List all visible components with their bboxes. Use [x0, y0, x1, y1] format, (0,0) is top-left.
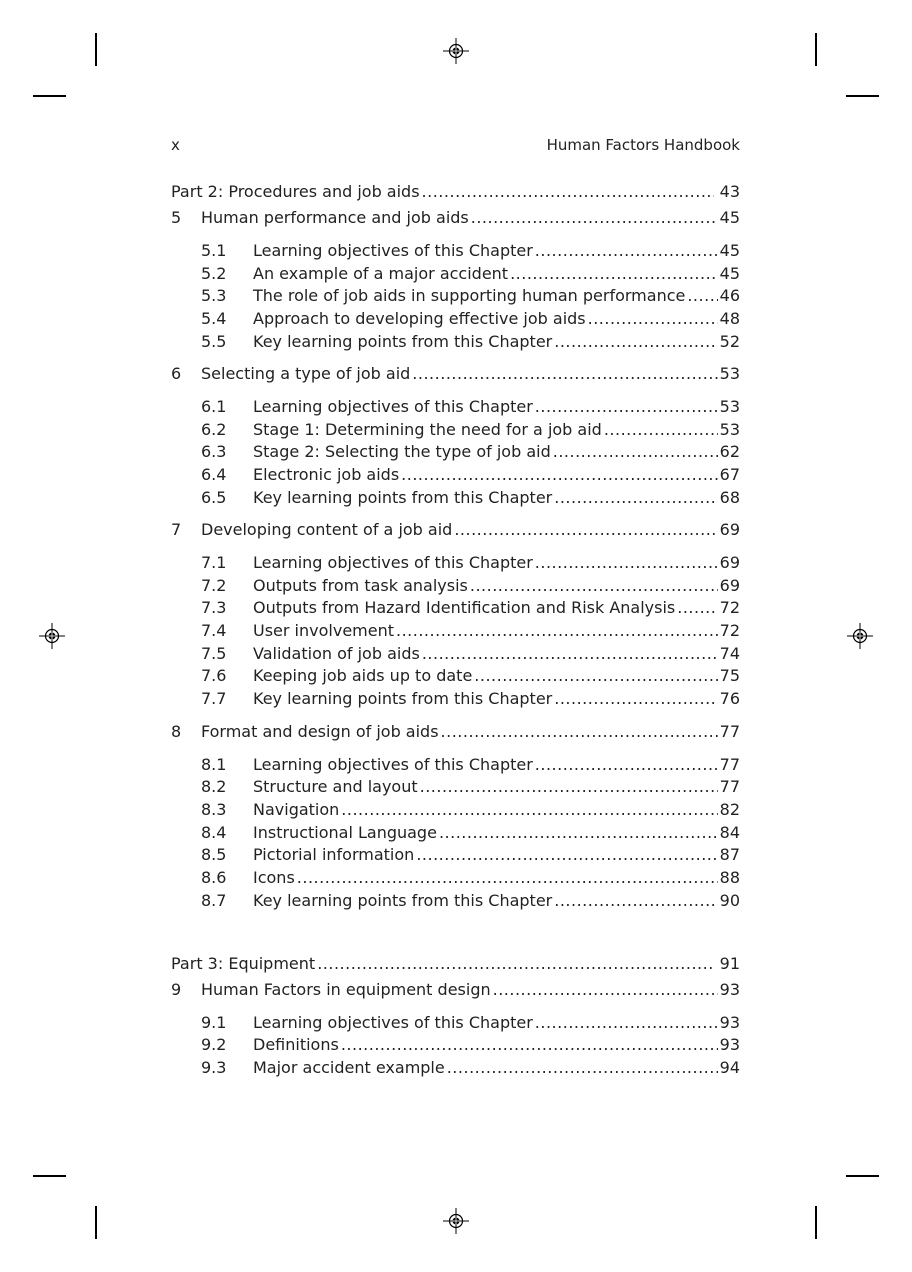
toc-entry-number: 6.1 [201, 397, 227, 416]
dot-leader [341, 1033, 718, 1056]
toc-entry-number: 6.4 [201, 465, 227, 484]
toc-entry-title: Human Factors in equipment design [201, 980, 491, 999]
toc-entry-title: Part 3: Equipment [171, 954, 316, 973]
toc-entry-title: Learning objectives of this Chapter [253, 397, 533, 416]
toc-entry-page-number: 67 [719, 465, 740, 484]
toc-entry-number: 8.1 [201, 755, 227, 774]
toc-section-entry[interactable] [171, 866, 740, 889]
toc-entry-title: Developing content of a job aid [201, 520, 453, 539]
toc-entry-number: 7.1 [201, 553, 227, 572]
toc-entry-title: Format and design of job aids [201, 722, 439, 741]
toc-entry-title: Stage 1: Determining the need for a job aid [253, 420, 602, 439]
dot-leader [535, 551, 718, 574]
dot-leader [535, 239, 718, 262]
toc-entry-number: 9.1 [201, 1013, 227, 1032]
dot-leader [535, 753, 718, 776]
toc-entry-page-number: 68 [719, 488, 740, 507]
toc-entry-page-number: 94 [719, 1058, 740, 1077]
toc-entry-title: Pictorial information [253, 845, 415, 864]
toc-entry-page-number: 93 [719, 980, 740, 999]
dot-leader [510, 262, 718, 285]
toc-entry-page-number: 69 [719, 553, 740, 572]
toc-entry-title: Instructional Language [253, 823, 437, 842]
toc-entry-number: 7.7 [201, 689, 227, 708]
toc-entry-page-number: 48 [719, 309, 740, 328]
toc-entry-number: 9.3 [201, 1058, 227, 1077]
toc-entry-title: Part 2: Procedures and job aids [171, 182, 420, 201]
toc-entry-title: Stage 2: Selecting the type of job aid [253, 442, 551, 461]
toc-part-entry[interactable] [171, 180, 740, 203]
dot-leader [441, 720, 718, 743]
toc-section-entry[interactable] [171, 821, 740, 844]
dot-leader [471, 206, 718, 229]
toc-section-entry[interactable] [171, 1056, 740, 1079]
toc-entry-number: 5.3 [201, 286, 227, 305]
toc-section-entry[interactable] [171, 664, 740, 687]
toc-entry-page-number: 45 [719, 241, 740, 260]
toc-entry-title: The role of job aids in supporting human performance [253, 286, 686, 305]
toc-entry-page-number: 46 [719, 286, 740, 305]
dot-leader [420, 775, 718, 798]
toc-entry-number: 5.2 [201, 264, 227, 283]
toc-entry-page-number: 72 [719, 598, 740, 617]
dot-leader [422, 642, 718, 665]
toc-entry-page-number: 43 [719, 182, 740, 201]
registration-mark-left-icon [39, 623, 65, 649]
dot-leader [422, 180, 714, 203]
dot-leader [401, 463, 717, 486]
crop-mark-top-left-vertical [95, 33, 97, 66]
toc-section-entry[interactable] [171, 753, 740, 776]
crop-mark-bottom-right-horizontal [846, 1175, 879, 1177]
toc-entry-title: Icons [253, 868, 295, 887]
dot-leader [470, 574, 718, 597]
toc-entry-page-number: 52 [719, 332, 740, 351]
dot-leader [554, 330, 717, 353]
crop-mark-top-right-horizontal [846, 95, 879, 97]
toc-section-entry[interactable] [171, 307, 740, 330]
toc-entry-title: Key learning points from this Chapter [253, 332, 553, 351]
toc-section-entry[interactable] [171, 642, 740, 665]
toc-entry-number: 9.2 [201, 1035, 227, 1054]
toc-section-entry[interactable] [171, 1011, 740, 1034]
toc-entry-number: 5.1 [201, 241, 227, 260]
toc-entry-title: Validation of job aids [253, 644, 420, 663]
toc-entry-title: Learning objectives of this Chapter [253, 241, 533, 260]
toc-entry-page-number: 77 [719, 755, 740, 774]
crop-mark-bottom-left-vertical [95, 1206, 97, 1239]
toc-entry-number: 8.6 [201, 868, 227, 887]
dot-leader [396, 619, 718, 642]
crop-mark-bottom-right-vertical [815, 1206, 817, 1239]
toc-entry-title: Navigation [253, 800, 340, 819]
toc-chapter-entry[interactable] [171, 206, 740, 229]
toc-entry-number: 7.5 [201, 644, 227, 663]
crop-mark-top-right-vertical [815, 33, 817, 66]
dot-leader [493, 978, 718, 1001]
crop-mark-bottom-left-horizontal [33, 1175, 66, 1177]
toc-entry-title: Keeping job aids up to date [253, 666, 473, 685]
dot-leader [447, 1056, 718, 1079]
dot-leader [604, 418, 718, 441]
page-folio: x [171, 136, 180, 154]
dot-leader [454, 518, 717, 541]
toc-section-entry[interactable] [171, 395, 740, 418]
toc-entry-page-number: 69 [719, 520, 740, 539]
toc-entry-title: Selecting a type of job aid [201, 364, 411, 383]
toc-entry-number: 6.3 [201, 442, 227, 461]
toc-chapter-entry[interactable] [171, 362, 740, 385]
toc-entry-number: 7.2 [201, 576, 227, 595]
toc-entry-title: Key learning points from this Chapter [253, 891, 553, 910]
toc-entry-page-number: 87 [719, 845, 740, 864]
toc-section-entry[interactable] [171, 440, 740, 463]
toc-entry-page-number: 93 [719, 1013, 740, 1032]
registration-mark-top-icon [443, 38, 469, 64]
toc-section-entry[interactable] [171, 798, 740, 821]
toc-entry-title: Outputs from task analysis [253, 576, 468, 595]
toc-section-entry[interactable] [171, 775, 740, 798]
toc-section-entry[interactable] [171, 596, 740, 619]
toc-chapter-entry[interactable] [171, 518, 740, 541]
toc-entry-page-number: 45 [719, 264, 740, 283]
dot-leader [439, 821, 718, 844]
toc-entry-page-number: 76 [719, 689, 740, 708]
dot-leader [416, 843, 717, 866]
toc-entry-page-number: 45 [719, 208, 740, 227]
toc-entry-page-number: 91 [719, 954, 740, 973]
toc-entry-number: 8.5 [201, 845, 227, 864]
toc-entry-page-number: 77 [719, 722, 740, 741]
toc-section-entry[interactable] [171, 262, 740, 285]
registration-mark-bottom-icon [443, 1208, 469, 1234]
toc-section-entry[interactable] [171, 619, 740, 642]
toc-entry-page-number: 84 [719, 823, 740, 842]
dot-leader [554, 687, 717, 710]
toc-entry-number: 7 [171, 520, 182, 539]
toc-entry-title: Learning objectives of this Chapter [253, 553, 533, 572]
toc-entry-title: Learning objectives of this Chapter [253, 755, 533, 774]
toc-entry-number: 7.6 [201, 666, 227, 685]
toc-entry-page-number: 74 [719, 644, 740, 663]
toc-entry-title: Major accident example [253, 1058, 445, 1077]
toc-chapter-entry[interactable] [171, 720, 740, 743]
toc-entry-page-number: 75 [719, 666, 740, 685]
toc-entry-page-number: 53 [719, 420, 740, 439]
dot-leader [687, 284, 717, 307]
toc-section-entry[interactable] [171, 843, 740, 866]
running-header [171, 134, 740, 156]
dot-leader [535, 1011, 718, 1034]
toc-entry-number: 5.5 [201, 332, 227, 351]
dot-leader [412, 362, 717, 385]
toc-entry-number: 6.2 [201, 420, 227, 439]
toc-entry-page-number: 53 [719, 397, 740, 416]
dot-leader [677, 596, 717, 619]
toc-section-entry[interactable] [171, 463, 740, 486]
toc-section-entry[interactable] [171, 239, 740, 262]
toc-entry-number: 6 [171, 364, 182, 383]
dot-leader [474, 664, 717, 687]
toc-entry-page-number: 88 [719, 868, 740, 887]
toc-entry-number: 6.5 [201, 488, 227, 507]
toc-section-entry[interactable] [171, 1033, 740, 1056]
toc-entry-title: Key learning points from this Chapter [253, 689, 553, 708]
dot-leader [297, 866, 718, 889]
toc-entry-number: 5 [171, 208, 182, 227]
dot-leader [554, 889, 717, 912]
dot-leader [317, 952, 713, 975]
toc-entry-number: 9 [171, 980, 182, 999]
toc-section-entry[interactable] [171, 284, 740, 307]
toc-entry-number: 5.4 [201, 309, 227, 328]
toc-entry-number: 8.3 [201, 800, 227, 819]
toc-entry-page-number: 93 [719, 1035, 740, 1054]
toc-entry-title: User involvement [253, 621, 394, 640]
registration-mark-right-icon [847, 623, 873, 649]
toc-part-entry[interactable] [171, 952, 740, 975]
toc-entry-title: An example of a major accident [253, 264, 509, 283]
dot-leader [554, 486, 717, 509]
toc-section-entry[interactable] [171, 418, 740, 441]
dot-leader [553, 440, 718, 463]
toc-entry-number: 7.4 [201, 621, 227, 640]
dot-leader [535, 395, 718, 418]
toc-entry-page-number: 72 [719, 621, 740, 640]
toc-entry-title: Learning objectives of this Chapter [253, 1013, 533, 1032]
toc-section-entry[interactable] [171, 687, 740, 710]
dot-leader [588, 307, 718, 330]
toc-entry-page-number: 77 [719, 777, 740, 796]
dot-leader [341, 798, 717, 821]
toc-entry-number: 8 [171, 722, 182, 741]
toc-section-entry[interactable] [171, 330, 740, 353]
toc-entry-number: 8.2 [201, 777, 227, 796]
toc-entry-title: Definitions [253, 1035, 339, 1054]
toc-entry-page-number: 53 [719, 364, 740, 383]
toc-entry-page-number: 82 [719, 800, 740, 819]
toc-entry-page-number: 62 [719, 442, 740, 461]
toc-entry-title: Key learning points from this Chapter [253, 488, 553, 507]
toc-chapter-entry[interactable] [171, 978, 740, 1001]
running-title: Human Factors Handbook [546, 136, 740, 154]
toc-section-entry[interactable] [171, 889, 740, 912]
toc-entry-number: 7.3 [201, 598, 227, 617]
toc-entry-page-number: 69 [719, 576, 740, 595]
crop-mark-top-left-horizontal [33, 95, 66, 97]
toc-entry-number: 8.7 [201, 891, 227, 910]
toc-section-entry[interactable] [171, 486, 740, 509]
toc-section-entry[interactable] [171, 551, 740, 574]
toc-entry-title: Outputs from Hazard Identification and Risk Analysis [253, 598, 676, 617]
toc-section-entry[interactable] [171, 574, 740, 597]
toc-entry-page-number: 90 [719, 891, 740, 910]
toc-entry-title: Approach to developing effective job aids [253, 309, 586, 328]
toc-entry-number: 8.4 [201, 823, 227, 842]
toc-entry-title: Human performance and job aids [201, 208, 469, 227]
toc-entry-title: Structure and layout [253, 777, 418, 796]
toc-entry-title: Electronic job aids [253, 465, 400, 484]
